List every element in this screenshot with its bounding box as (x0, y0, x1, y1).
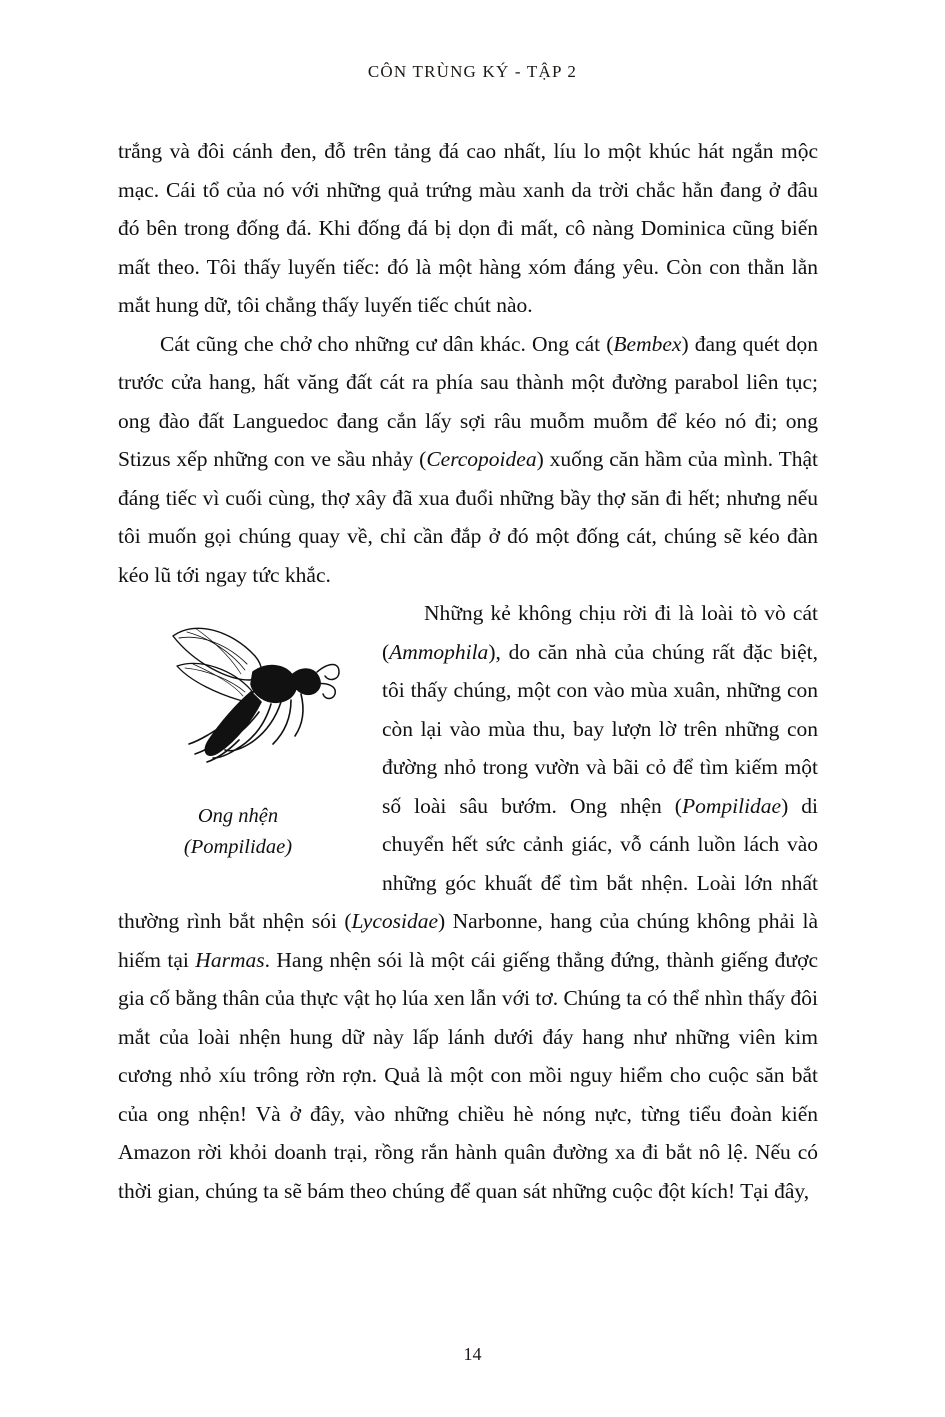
running-head: CÔN TRÙNG KÝ - TẬP 2 (367, 62, 578, 81)
page-content (118, 132, 818, 1210)
paragraph-2-text-a: Cát cũng che chở cho những cư dân khác. Ong cát ( (160, 331, 614, 356)
taxon-cercopoidea: Cercopoidea (426, 447, 537, 471)
paragraph-2 (118, 325, 818, 595)
paragraph-2-text-b: ) đang quét dọn trước cửa hang, hất văng đất cát ra phía sau thành một đường parabol liên tục; ong đào đất Languedoc đang cắn lấy sợi râu muỗm muỗm để kéo nó đi; ong Stizus xếp những con ve sầu nhảy ( (118, 331, 818, 471)
paragraph-3-text-e: . Hang nhện sói là một cái giếng thẳng đứng, thành giếng được gia cố bằng thân của thực vật họ lúa xen lẫn với tơ. Chúng ta có thể nhìn thấy đôi mắt của loài nhện hung dữ này lấp lánh dưới đáy hang như những viên kim cương nhỏ xíu trông rờn rợn. Quả là một con mồi nguy hiểm cho cuộc săn bắt của ong nhện! Và ở đây, vào những chiều hè nóng nực, từng tiểu đoàn kiến Amazon rời khỏi doanh trại, rồng rắn hành quân đường xa đi bắt nô lệ. Nếu có thời gian, chúng ta sẽ bám theo chúng để quan sát những cuộc đột kích! Tại đây, (118, 947, 818, 1203)
taxon-lycosidae: Lycosidae (351, 909, 439, 933)
wasp-illustration (133, 600, 343, 795)
figure-wasp (118, 600, 358, 863)
paragraph-3-text-d: ) Narbonne, hang của chúng không phải là hiếm tại (118, 909, 818, 972)
paragraph-2-text-c: ) xuống căn hầm của mình. Thật đáng tiếc vì cuối cùng, thợ xây đã xua đuổi những bầy thợ săn đi hết; nhưng nếu tôi muốn gọi chúng quay về, chỉ cần đắp ở đó một đống cát, chúng sẽ kéo đàn kéo lũ tới ngay tức khắc. (118, 447, 818, 587)
figure-caption (118, 801, 358, 863)
paragraph-1: trắng và đôi cánh đen, đỗ trên tảng đá cao nhất, líu lo một khúc hát ngắn mộc mạc. Cái tổ của nó với những quả trứng màu xanh da trời chắc hẳn đang ở đâu đó bên trong đống đá. Khi đống đá bị dọn đi mất, cô nàng Dominica cũng biến mất theo. Tôi thấy luyến tiếc: đó là một hàng xóm đáng yêu. Còn con thằn lằn mắt hung dữ, tôi chẳng thấy luyến tiếc chút nào. (118, 139, 818, 317)
paragraph-3-text-a: Những kẻ không chịu rời đi là loài tò vò cát ( (382, 601, 818, 664)
figure-caption-line-1: Ong nhện (197, 805, 279, 827)
paragraph-3-text-c: ) di chuyển hết sức cảnh giác, vỗ cánh luồn lách vào những góc khuất để tìm bắt nhện. Loài lớn nhất thường rình bắt nhện sói ( (118, 793, 818, 933)
page-number: 14 (463, 1344, 482, 1364)
paragraph-3-text-b: ), do căn nhà của chúng rất đặc biệt, tôi thấy chúng, một con vào mùa xuân, những con còn lại vào mùa thu, bay lượn lờ trên những con đường nhỏ trong vườn và bãi cỏ để tìm kiếm một số loài sâu bướm. Ong nhện ( (382, 639, 818, 818)
paragraph-3-block (118, 594, 818, 1210)
taxon-bembex: Bembex (613, 331, 682, 356)
taxon-pompilidae: Pompilidae (681, 793, 782, 818)
figure-caption-line-2: (Pompilidae) (183, 836, 293, 858)
taxon-ammophila: Ammophila (389, 639, 489, 664)
place-harmas: Harmas (195, 947, 265, 972)
